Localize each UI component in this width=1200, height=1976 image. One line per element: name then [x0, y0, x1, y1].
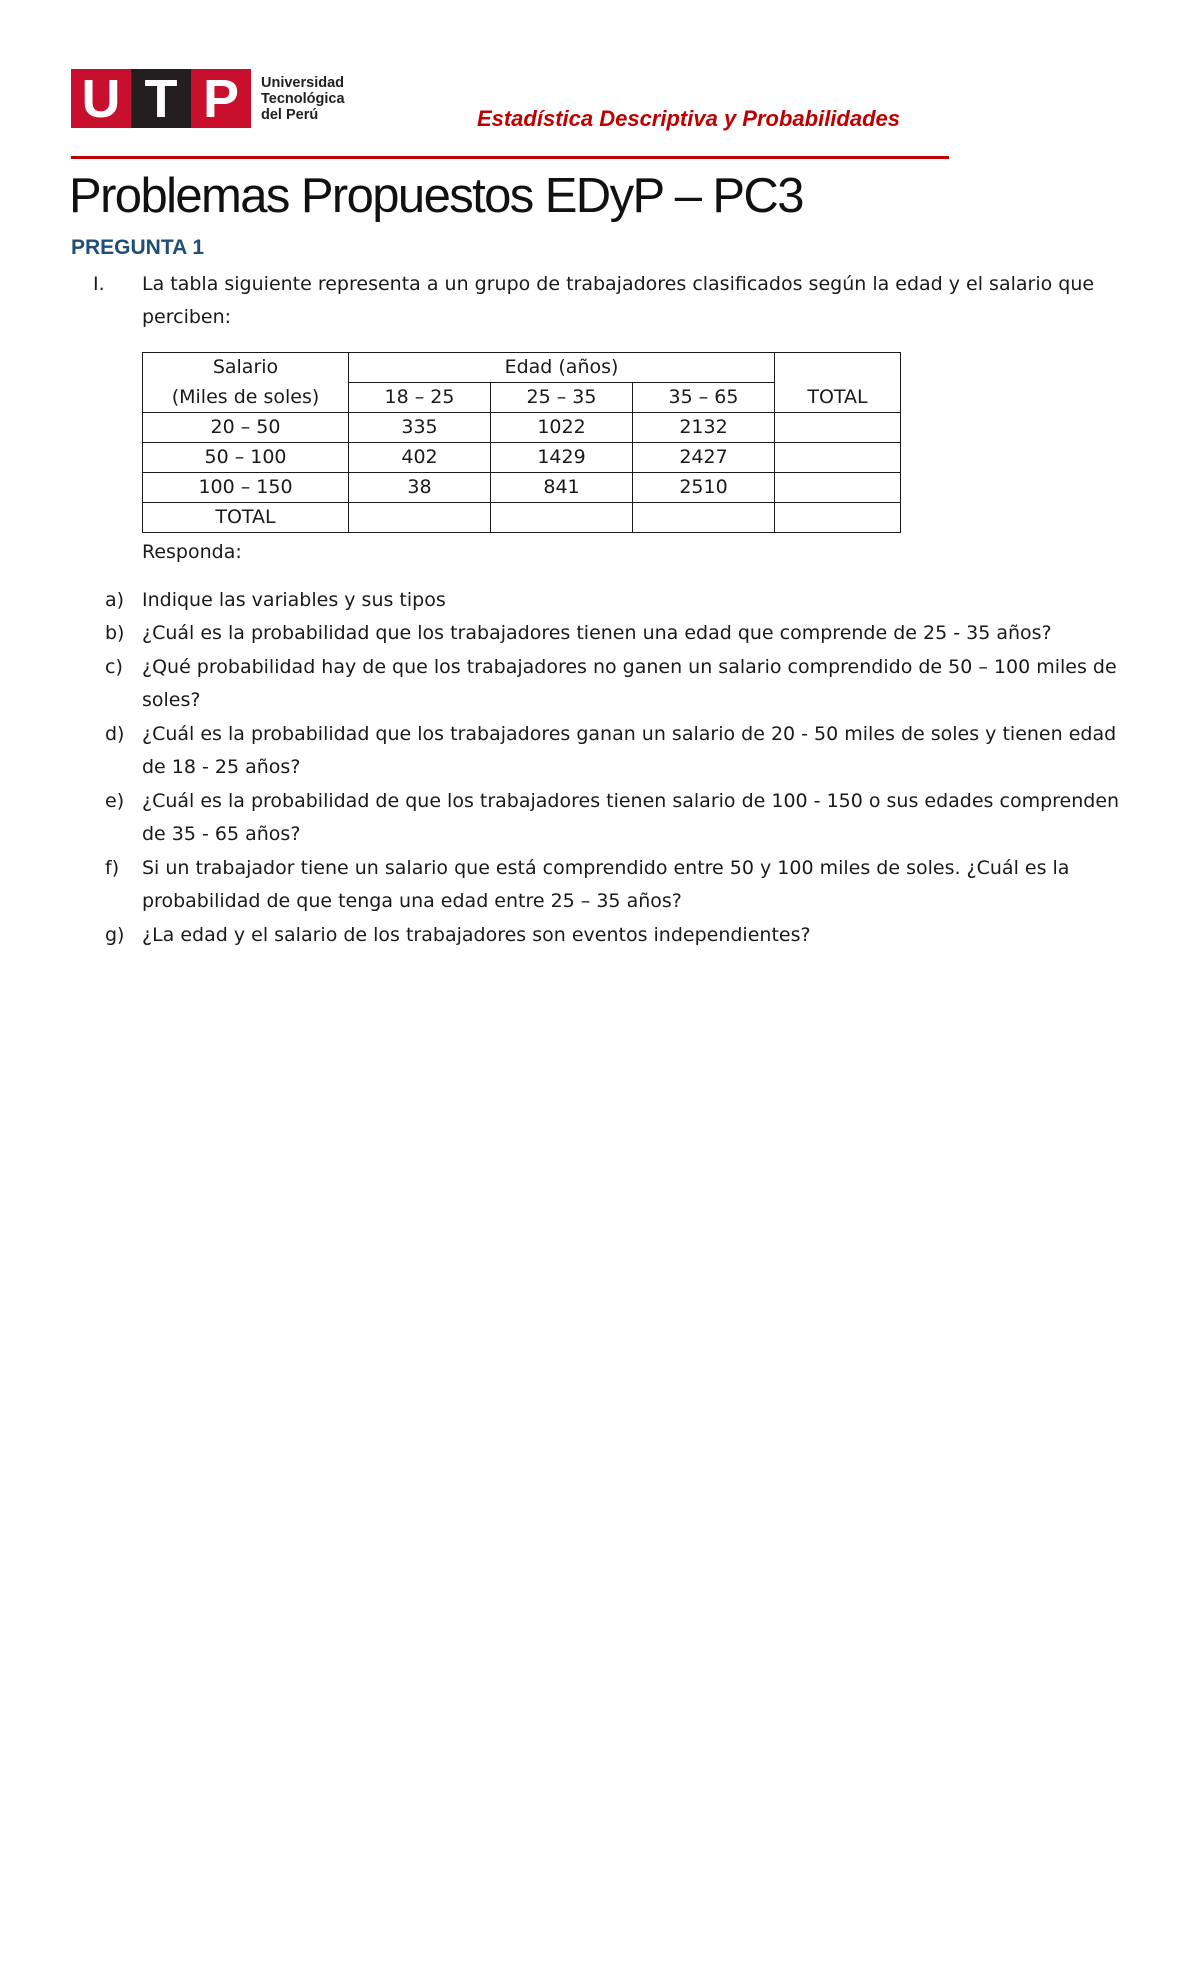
page-title: Problemas Propuestos EDyP – PC3 [69, 169, 803, 223]
logo-text-line: Universidad [261, 74, 344, 91]
row-total-cell [775, 413, 901, 443]
question-intro [71, 268, 1131, 334]
utp-logo [71, 69, 345, 128]
subquestion-marker: e) [105, 790, 125, 812]
age-column-header: 25 – 35 [491, 383, 633, 413]
table-cell: 1429 [491, 443, 633, 473]
header-divider [71, 156, 949, 159]
subquestion-g [71, 919, 1131, 952]
subquestion-text: ¿Cuál es la probabilidad que los trabajadores tienen una edad que comprende de 25 - 35 años? [142, 622, 1052, 644]
subquestion-text: ¿Cuál es la probabilidad que los trabajadores ganan un salario de 20 - 50 miles de soles y tienen edad de 18 - 25 años? [142, 723, 1117, 778]
subquestion-a [71, 584, 1131, 617]
table-cell: 1022 [491, 413, 633, 443]
subquestion-marker: d) [105, 723, 125, 745]
logo-letter-p: P [191, 69, 251, 128]
subquestion-text: ¿La edad y el salario de los trabajadores son eventos independientes? [142, 924, 811, 946]
subquestion-c [71, 651, 1131, 717]
row-label: 100 – 150 [143, 473, 349, 503]
table-cell: 2427 [633, 443, 775, 473]
row-label: 20 – 50 [143, 413, 349, 443]
table-header-row [143, 353, 901, 383]
subquestion-f [71, 852, 1131, 918]
logo-letter-u: U [71, 69, 131, 128]
subquestion-e [71, 785, 1131, 851]
table-cell: 335 [349, 413, 491, 443]
total-cell [491, 503, 633, 533]
row-total-cell [775, 473, 901, 503]
age-header: Edad (años) [349, 353, 775, 383]
roman-numeral: I. [93, 273, 105, 295]
subquestion-marker: g) [105, 924, 125, 946]
subquestion-text: ¿Qué probabilidad hay de que los trabajadores no ganen un salario comprendido de 50 – 100 miles de soles? [142, 656, 1117, 711]
table-total-row [143, 503, 901, 533]
table-row [143, 413, 901, 443]
age-column-header: 35 – 65 [633, 383, 775, 413]
table-cell: 841 [491, 473, 633, 503]
logo-text-line: del Perú [261, 106, 319, 123]
intro-text: La tabla siguiente representa a un grupo de trabajadores clasificados según la edad y el salario que perciben: [142, 273, 1095, 328]
logo-text-line: Tecnológica [261, 90, 345, 107]
total-header-top [775, 353, 901, 383]
subquestion-b [71, 617, 1131, 650]
salary-header-unit: (Miles de soles) [143, 383, 349, 413]
utp-logo-letters [71, 69, 251, 128]
salary-header: Salario [143, 353, 349, 383]
age-column-header: 18 – 25 [349, 383, 491, 413]
total-cell [349, 503, 491, 533]
grand-total-cell [775, 503, 901, 533]
row-total-cell [775, 443, 901, 473]
table-subheader-row [143, 383, 901, 413]
course-name: Estadística Descriptiva y Probabilidades [476, 106, 900, 131]
total-cell [633, 503, 775, 533]
question-heading: PREGUNTA 1 [71, 236, 205, 259]
subquestion-text: ¿Cuál es la probabilidad de que los trabajadores tienen salario de 100 - 150 o sus edades comprenden de 35 - 65 años? [142, 790, 1120, 845]
table-cell: 2510 [633, 473, 775, 503]
subquestion-marker: f) [105, 857, 120, 879]
table-cell: 2132 [633, 413, 775, 443]
table-row [143, 473, 901, 503]
table-cell: 402 [349, 443, 491, 473]
table-row [143, 443, 901, 473]
subquestion-marker: a) [105, 589, 125, 611]
subquestion-d [71, 718, 1131, 784]
subquestion-text: Si un trabajador tiene un salario que está comprendido entre 50 y 100 miles de soles. ¿Cuál es la probabilidad de que tenga una edad entre 25 – 35 años? [142, 857, 1070, 912]
logo-letter-t: T [131, 69, 191, 128]
subquestion-text: Indique las variables y sus tipos [142, 589, 446, 611]
contingency-table [142, 352, 901, 533]
logo-university-name [261, 75, 345, 123]
row-label: 50 – 100 [143, 443, 349, 473]
subquestion-marker: c) [105, 656, 123, 678]
subquestion-marker: b) [105, 622, 125, 644]
respond-label: Responda: [142, 541, 242, 563]
total-row-label: TOTAL [143, 503, 349, 533]
total-column-header: TOTAL [775, 383, 901, 413]
table-cell: 38 [349, 473, 491, 503]
